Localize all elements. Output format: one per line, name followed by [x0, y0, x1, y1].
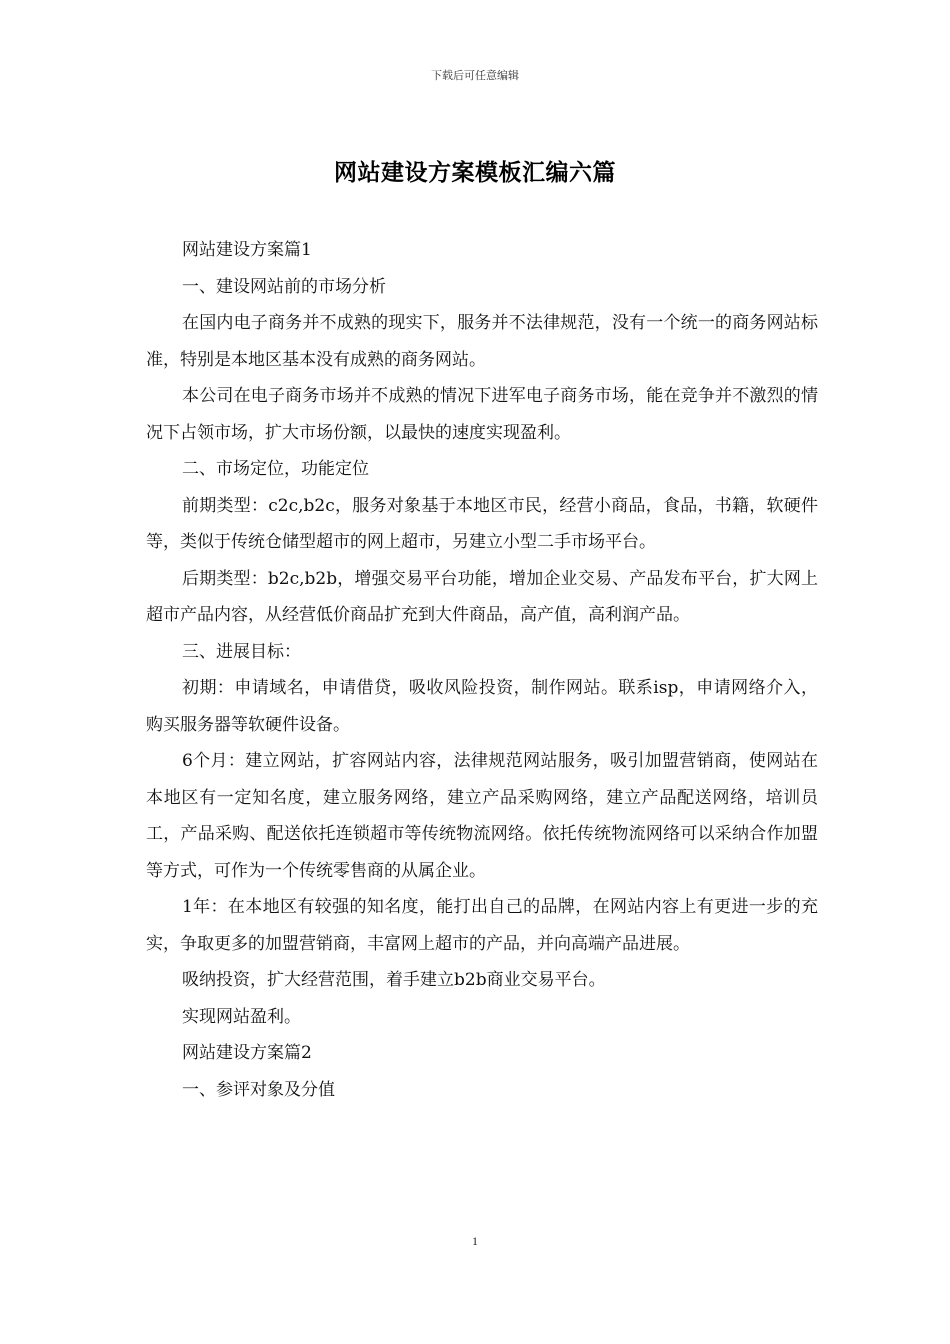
body-paragraph: 吸纳投资，扩大经营范围，着手建立b2b商业交易平台。 — [182, 970, 606, 990]
body-paragraph: 在国内电子商务并不成熟的现实下，服务并不法律规范，没有一个统一的商务网站标准，特别是本地区基本没有成熟的商务网站。 — [146, 313, 818, 370]
header-note: 下载后可任意编辑 — [431, 69, 519, 82]
subsection-heading: 二、市场定位，功能定位 — [182, 459, 369, 479]
document-body — [146, 232, 818, 1108]
subsection-heading: 三、进展目标： — [182, 641, 301, 662]
body-paragraph: 6个月：建立网站，扩容网站内容，法律规范网站服务，吸引加盟营销商，使网站在本地区有一定知名度，建立服务网络，建立产品采购网络，建立产品配送网络，培训员工，产品采购、配送依托连锁超市等传统物流网络。依托传统物流网络可以采纳合作加盟等方式，可作为一个传统零售商的从属企业。 — [146, 751, 818, 881]
body-paragraph: 本公司在电子商务市场并不成熟的情况下进军电子商务市场，能在竞争并不激烈的情况下占领市场，扩大市场份额，以最快的速度实现盈利。 — [146, 386, 818, 443]
body-paragraph: 1年：在本地区有较强的知名度，能打出自己的品牌，在网站内容上有更进一步的充实，争取更多的加盟营销商，丰富网上超市的产品，并向高端产品进展。 — [146, 897, 818, 954]
body-paragraph: 实现网站盈利。 — [182, 1006, 301, 1027]
subsection-heading: 一、参评对象及分值 — [182, 1079, 335, 1100]
document-title: 网站建设方案模板汇编六篇 — [334, 159, 616, 186]
page-number: 1 — [472, 1234, 478, 1248]
body-paragraph: 初期：申请域名，申请借贷，吸收风险投资，制作网站。联系isp，申请网络介入，购买服务器等软硬件设备。 — [146, 678, 818, 735]
section-heading: 网站建设方案篇2 — [182, 1043, 312, 1063]
body-paragraph: 后期类型：b2c,b2b，增强交易平台功能，增加企业交易、产品发布平台，扩大网上超市产品内容，从经营低价商品扩充到大件商品，高产值，高利润产品。 — [146, 568, 818, 625]
body-paragraph: 前期类型：c2c,b2c，服务对象基于本地区市民，经营小商品，食品，书籍，软硬件等，类似于传统仓储型超市的网上超市，另建立小型二手市场平台。 — [146, 495, 818, 552]
section-heading: 网站建设方案篇1 — [182, 240, 312, 260]
subsection-heading: 一、建设网站前的市场分析 — [182, 276, 386, 297]
